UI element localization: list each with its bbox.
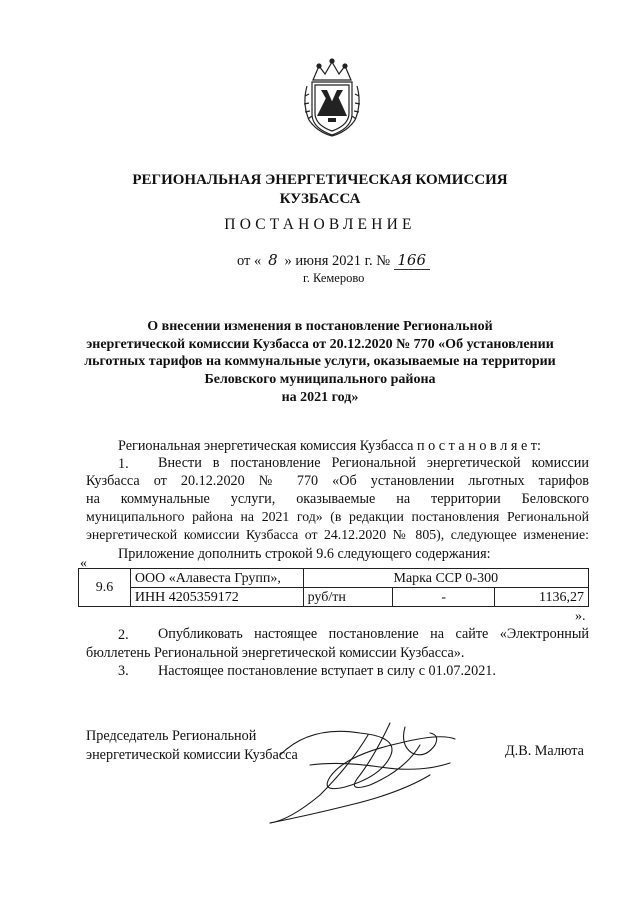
dash-cell: - <box>393 588 495 607</box>
table-row <box>79 569 589 588</box>
document-number: 166 <box>394 251 430 270</box>
paragraph-1-text: Кузбасса от 20.12.2020 № 770 «Об установлении льготных тарифов <box>86 473 589 489</box>
paragraph-1-text: Приложение дополнить строкой 9.6 следующего содержания: <box>118 546 491 562</box>
city: г. Кемерово <box>303 271 365 285</box>
inn-cell: ИНН 4205359172 <box>130 588 303 607</box>
paragraph-3-number: 3. <box>118 663 129 679</box>
paragraph-1-text: энергетической комиссии Кузбасса от 24.12.2020 № 805), следующее изменение: <box>86 527 589 542</box>
kuzbass-coat-of-arms-icon <box>299 56 365 138</box>
subject-line: на 2021 год» <box>281 389 359 405</box>
organization-cell: ООО «Алавеста Групп», <box>130 569 303 588</box>
subject-line: энергетической комиссии Кузбасса от 20.12.2020 № 770 «Об установлении <box>86 336 554 352</box>
signer-title-line: энергетической комиссии Кузбасса <box>86 747 298 763</box>
subject-line: О внесении изменения в постановление Региональной <box>147 319 493 334</box>
close-quote: ». <box>575 609 586 624</box>
open-quote: « <box>80 556 87 571</box>
row-number-cell: 9.6 <box>79 569 131 607</box>
subject-line: Беловского муниципального района <box>204 372 436 388</box>
paragraph-1-line <box>86 473 589 491</box>
signer-title-line: Председатель Региональной <box>86 728 257 744</box>
paragraph-2-text: бюллетень Региональной энергетической комиссии Кузбасса». <box>86 645 465 661</box>
paragraph-1-text: муниципального района на 2021 год» (в редакции постановления Региональной <box>86 509 589 524</box>
paragraph-2-line <box>158 626 589 644</box>
organization-title-line2: КУЗБАССА <box>279 191 361 207</box>
organization-title <box>0 171 640 209</box>
brand-cell: Марка ССР 0-300 <box>303 569 588 588</box>
date-line <box>237 251 430 270</box>
paragraph-1-line <box>158 455 589 473</box>
paragraph-1-text: на коммунальные услуги, оказываемые на территории Беловского <box>86 491 589 507</box>
date-prefix: от « <box>237 253 262 269</box>
paragraph-1-text: Внести в постановление Региональной энергетической комиссии <box>158 455 589 471</box>
organization-title-line1: РЕГИОНАЛЬНАЯ ЭНЕРГЕТИЧЕСКАЯ КОМИССИЯ <box>132 172 508 188</box>
paragraph-1-number: 1. <box>118 456 129 472</box>
paragraph-2-text: Опубликовать настоящее постановление на сайте «Электронный <box>158 626 589 642</box>
date-day: 8 <box>268 251 278 269</box>
date-middle: » июня 2021 г. № <box>284 253 391 269</box>
paragraph-1-line <box>86 491 589 509</box>
tariff-table <box>78 568 589 607</box>
handwritten-signature <box>250 715 470 830</box>
paragraph-3-text: Настоящее постановление вступает в силу с 01.07.2021. <box>158 663 496 679</box>
value-cell: 1136,27 <box>495 588 589 607</box>
signer-name: Д.В. Малюта <box>505 743 584 759</box>
document-type: ПОСТАНОВЛЕНИЕ <box>224 216 416 233</box>
paragraph-2-number: 2. <box>118 627 129 643</box>
paragraph-1-line <box>86 509 589 527</box>
unit-cell: руб/тн <box>303 588 393 607</box>
subject-line: льготных тарифов на коммунальные услуги, оказываемые на территории <box>84 354 556 370</box>
document-subject <box>0 318 640 407</box>
preamble: Региональная энергетическая комиссия Кузбасса п о с т а н о в л я е т: <box>118 438 541 454</box>
paragraph-1-line <box>86 527 589 545</box>
table-row <box>79 588 589 607</box>
